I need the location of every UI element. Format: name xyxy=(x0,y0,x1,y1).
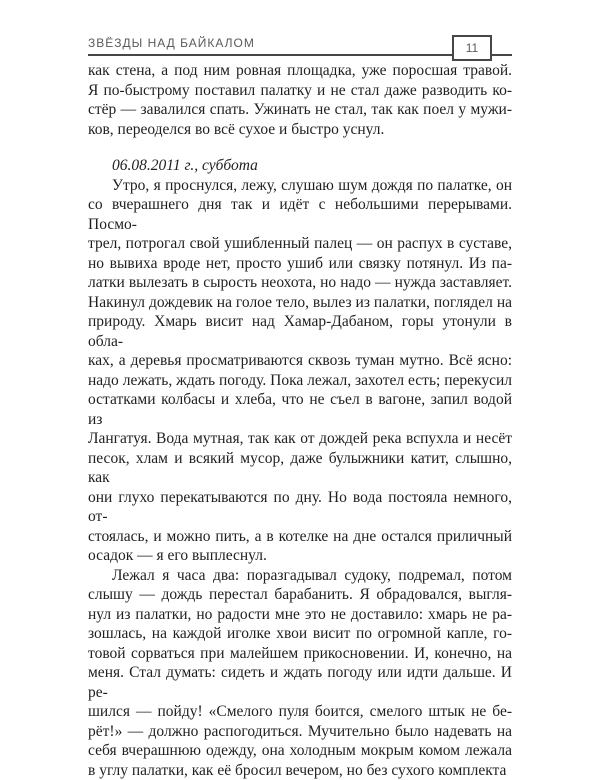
text-line: товой сорваться при малейшем прикосновении. И, конечно, на xyxy=(88,644,512,664)
text-line: трел, потрогал свой ушибленный палец — он распух в суставе, xyxy=(88,234,512,254)
text-line: со вчерашнего дня так и идёт с небольшими перерывами. Посмо- xyxy=(88,195,512,234)
text-line: зошлась, на каждой иголке хвои висит по огромной капле, го- xyxy=(88,624,512,644)
text-line: Лангатуя. Вода мутная, так как от дождей река вспухла и несёт xyxy=(88,429,512,449)
text-line: осадок — я его выплеснул. xyxy=(88,546,512,566)
text-line: слышу — дождь перестал барабанить. Я обрадовался, выгля- xyxy=(88,585,512,605)
text-line: себя вчерашнюю одежду, она холодным мокрым комом лежала xyxy=(88,741,512,761)
text-line: латки вылезать в сырость неохота, но надо — нужда заставляет. xyxy=(88,273,512,293)
text-line: природу. Хмарь висит над Хамар-Дабаном, горы утонули в обла- xyxy=(88,312,512,351)
text-line: стёр — завалился спать. Ужинать не стал, так как поел у мужи- xyxy=(88,100,512,120)
page-text-block xyxy=(88,61,512,780)
text-line: стоялась, и можно пить, а в котелке на дне остался приличный xyxy=(88,527,512,547)
text-line: но вывиха вроде нет, просто ушиб или связку потянул. Из па- xyxy=(88,254,512,274)
text-line: Утро, я проснулся, лежу, слушаю шум дождя по палатке, он xyxy=(88,176,512,196)
text-line: шился — пойду! «Смелого пуля боится, смелого штык не бе- xyxy=(88,702,512,722)
text-line: нул из палатки, но радости мне это не доставило: хмарь не ра- xyxy=(88,605,512,625)
text-line: ков, переоделся во всё сухое и быстро уснул. xyxy=(88,120,512,140)
text-line: меня. Стал думать: сидеть и ждать погоду или идти дальше. И ре- xyxy=(88,663,512,702)
date-heading: 06.08.2011 г., суббота xyxy=(88,156,512,176)
running-header-title: ЗВЁЗДЫ НАД БАЙКАЛОМ xyxy=(88,36,255,50)
page-number: 11 xyxy=(466,41,478,55)
text-line: они глухо перекатываются по дну. Но вода постояла немного, от- xyxy=(88,488,512,527)
text-line: в углу палатки, как её бросил вечером, но без сухого комплекта xyxy=(88,761,512,780)
text-line: как стена, а под ним ровная площадка, уже поросшая травой. xyxy=(88,61,512,81)
text-line: Лежал я часа два: поразгадывал судоку, подремал, потом xyxy=(88,566,512,586)
text-line: остатками колбасы и хлеба, что не съел в вагоне, запил водой из xyxy=(88,390,512,429)
text-line: рёт!» — должно распогодиться. Мучительно было надевать на xyxy=(88,722,512,742)
running-header xyxy=(88,30,512,56)
page-number-box xyxy=(452,35,492,61)
text-line: ках, а деревья просматриваются сквозь туман мутно. Всё ясно: xyxy=(88,351,512,371)
text-line: Я по-быстрому поставил палатку и не стал даже разводить ко- xyxy=(88,81,512,101)
text-line: Накинул дождевик на голое тело, вылез из палатки, поглядел на xyxy=(88,293,512,313)
text-line: надо лежать, ждать погоду. Пока лежал, захотел есть; перекусил xyxy=(88,371,512,391)
text-line: песок, хлам и всякий мусор, даже булыжники катит, слышно, как xyxy=(88,449,512,488)
